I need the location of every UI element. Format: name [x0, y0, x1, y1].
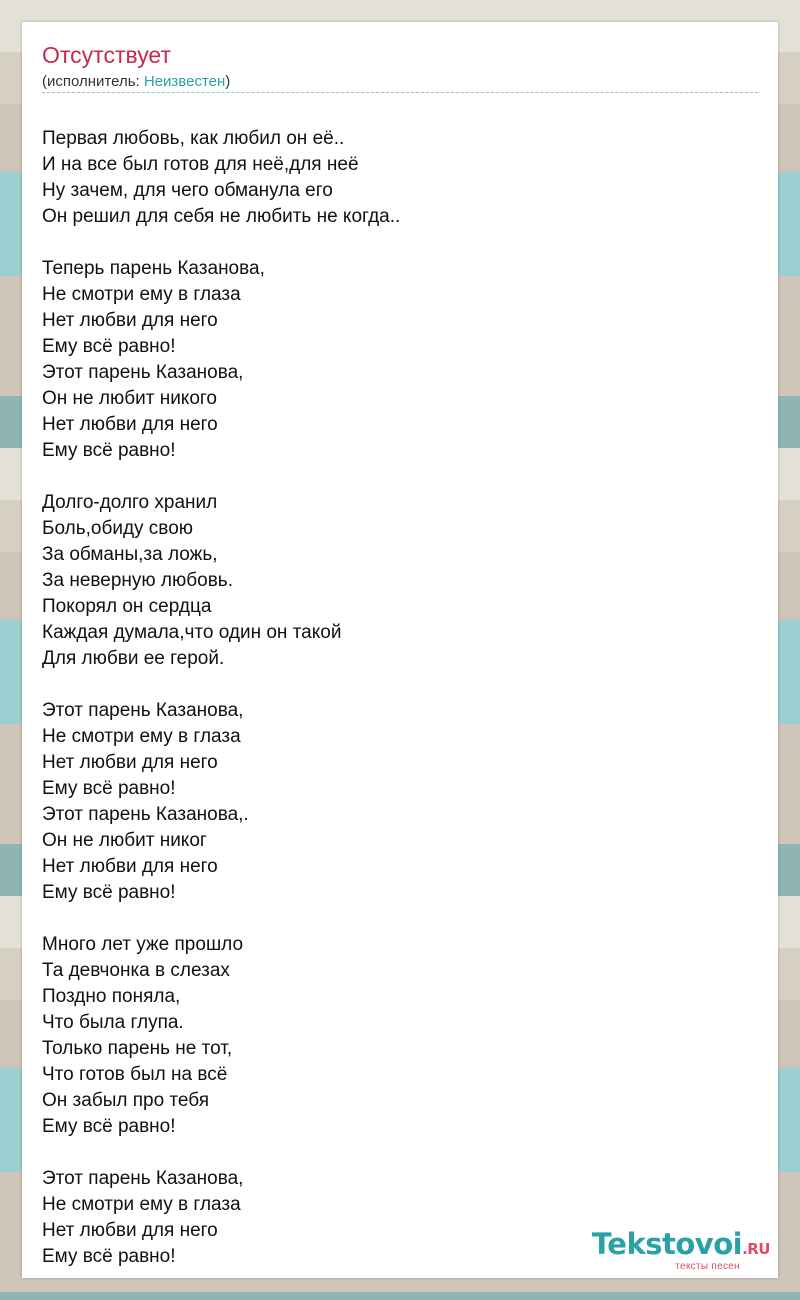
site-logo[interactable]: [592, 1228, 770, 1272]
lyric-line: Этот парень Казанова,: [42, 362, 244, 383]
lyric-line: И на все был готов для неё,для неё: [42, 154, 359, 175]
lyric-line: Для любви ее герой.: [42, 648, 225, 669]
lyric-line: Ему всё равно!: [42, 440, 176, 461]
logo-tagline: тексты песен: [675, 1261, 740, 1272]
lyric-line: Много лет уже прошло: [42, 934, 244, 955]
lyric-line: Поздно поняла,: [42, 986, 181, 1007]
lyric-line: Боль,обиду свою: [42, 518, 194, 539]
lyric-line: Ему всё равно!: [42, 778, 176, 799]
lyrics-stanza: [42, 932, 758, 1140]
song-header: [42, 40, 758, 92]
lyric-line: Он забыл про тебя: [42, 1090, 210, 1111]
lyric-line: Этот парень Казанова,: [42, 700, 244, 721]
lyric-line: Каждая думала,что один он такой: [42, 622, 342, 643]
lyric-line: Ну зачем, для чего обманула его: [42, 180, 333, 201]
lyric-line: Этот парень Казанова,.: [42, 804, 249, 825]
lyric-line: Что готов был на всё: [42, 1064, 228, 1085]
lyric-line: Первая любовь, как любил он её..: [42, 128, 345, 149]
lyric-line: Нет любви для него: [42, 752, 218, 773]
lyric-line: Нет любви для него: [42, 856, 218, 877]
lyric-line: Ему всё равно!: [42, 1246, 176, 1267]
lyrics-stanza: [42, 126, 758, 230]
lyric-line: Нет любви для него: [42, 1220, 218, 1241]
header-divider: [42, 92, 758, 93]
logo-tld: .RU: [742, 1240, 770, 1258]
lyric-line: Нет любви для него: [42, 310, 218, 331]
lyric-line: Не смотри ему в глаза: [42, 1194, 241, 1215]
song-title: Отсутствует: [42, 42, 171, 68]
lyric-line: Он не любит никого: [42, 388, 217, 409]
lyric-line: Ему всё равно!: [42, 1116, 176, 1137]
lyric-line: Ему всё равно!: [42, 882, 176, 903]
lyric-line: Этот парень Казанова,: [42, 1168, 244, 1189]
lyric-line: Долго-долго хранил: [42, 492, 218, 513]
lyric-line: Только парень не тот,: [42, 1038, 233, 1059]
lyric-line: За обманы,за ложь,: [42, 544, 218, 565]
lyric-line: За неверную любовь.: [42, 570, 233, 591]
lyrics-card: [22, 22, 778, 1278]
lyric-line: Не смотри ему в глаза: [42, 726, 241, 747]
lyric-line: Покорял он сердца: [42, 596, 212, 617]
lyric-line: Та девчонка в слезах: [42, 960, 230, 981]
lyric-line: Теперь парень Казанова,: [42, 258, 265, 279]
lyric-line: Не смотри ему в глаза: [42, 284, 241, 305]
artist-prefix: (исполнитель:: [42, 73, 144, 90]
lyrics-stanza: [42, 490, 758, 672]
lyric-line: Он не любит никог: [42, 830, 207, 851]
lyrics-body: [42, 126, 758, 1296]
lyric-line: Ему всё равно!: [42, 336, 176, 357]
artist-suffix: ): [225, 73, 231, 90]
lyric-line: Что была глупа.: [42, 1012, 184, 1033]
artist-link[interactable]: Неизвестен: [143, 73, 226, 90]
lyrics-stanza: [42, 256, 758, 464]
logo-main-text: Tekstovoi: [591, 1227, 743, 1261]
lyric-line: Нет любви для него: [42, 414, 218, 435]
artist-line: [42, 72, 758, 92]
lyrics-stanza: [42, 698, 758, 906]
lyric-line: Он решил для себя не любить не когда..: [42, 206, 401, 227]
